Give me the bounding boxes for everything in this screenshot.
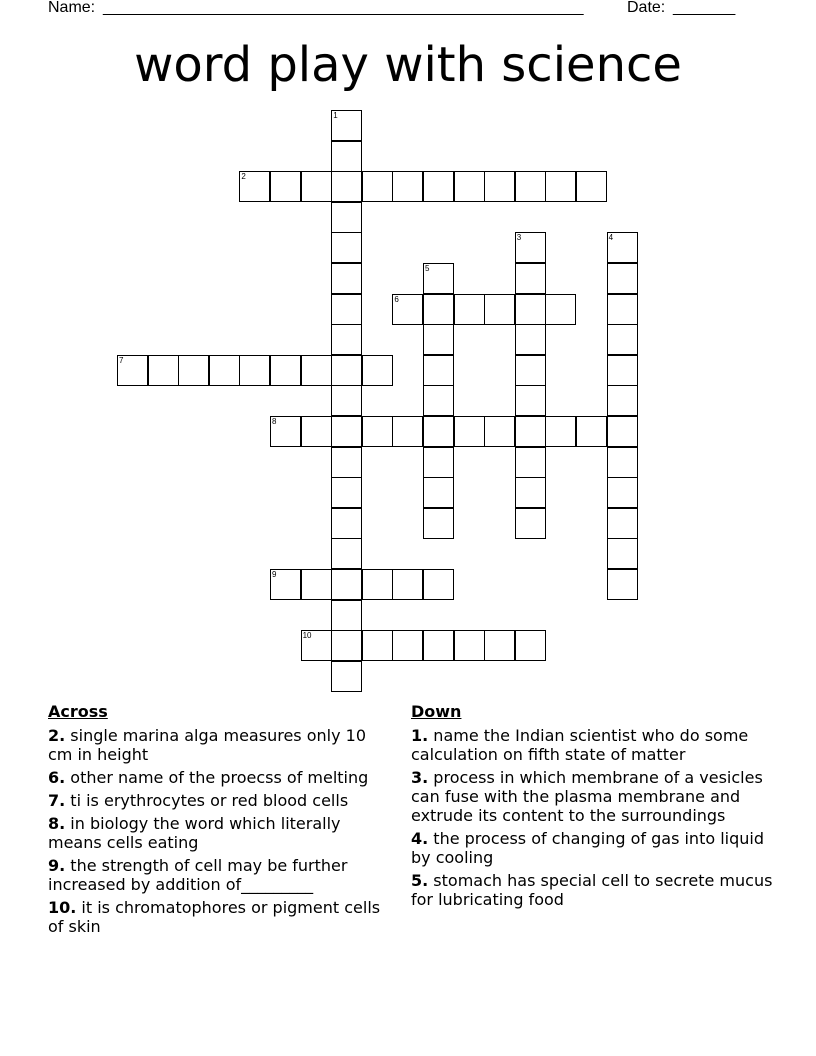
page-title: word play with science <box>134 37 682 93</box>
grid-cell[interactable] <box>607 477 638 508</box>
clue-text: other name of the proecss of melting <box>65 768 369 787</box>
grid-cell[interactable] <box>423 416 454 447</box>
grid-cell[interactable] <box>270 569 301 600</box>
clue-number: 4. <box>411 829 429 848</box>
grid-cell[interactable] <box>301 355 332 386</box>
grid-cell[interactable] <box>423 630 454 661</box>
grid-cell[interactable] <box>362 630 393 661</box>
grid-cell[interactable] <box>515 630 546 661</box>
grid-cell[interactable] <box>607 416 638 447</box>
clue-number: 5. <box>411 871 429 890</box>
grid-cell[interactable] <box>239 171 270 202</box>
grid-cell[interactable] <box>515 294 546 325</box>
grid-cell[interactable] <box>607 263 638 294</box>
clue-number: 2. <box>48 726 66 745</box>
grid-cell[interactable] <box>331 171 362 202</box>
down-clue <box>411 726 781 764</box>
clue-number: 10. <box>48 898 77 917</box>
across-heading: Across <box>48 702 108 721</box>
grid-cell[interactable] <box>362 171 393 202</box>
date-label: Date: <box>627 0 666 16</box>
grid-cell[interactable] <box>392 294 423 325</box>
grid-cell[interactable] <box>331 294 362 325</box>
grid-cell[interactable] <box>545 294 576 325</box>
clue-text: ti is erythrocytes or red blood cells <box>65 791 349 810</box>
grid-cell[interactable] <box>454 630 485 661</box>
grid-cell[interactable] <box>331 477 362 508</box>
cell-number: 1 <box>333 111 338 120</box>
grid-cell[interactable] <box>423 294 454 325</box>
grid-cell[interactable] <box>331 355 362 386</box>
grid-cell[interactable] <box>515 477 546 508</box>
grid-cell[interactable] <box>331 385 362 416</box>
cell-number: 2 <box>241 172 246 182</box>
grid-cell[interactable] <box>515 508 546 539</box>
grid-cell[interactable] <box>423 508 454 539</box>
grid-cell[interactable] <box>607 385 638 416</box>
grid-cell[interactable] <box>423 263 454 294</box>
grid-cell[interactable] <box>301 171 332 202</box>
grid-cell[interactable] <box>331 232 362 263</box>
clue-number: 6. <box>48 768 66 787</box>
clue-text: it is chromatophores or pigment cells of skin <box>48 898 381 936</box>
across-clues <box>48 702 388 940</box>
grid-cell[interactable] <box>331 508 362 539</box>
grid-cell[interactable] <box>454 171 485 202</box>
grid-cell[interactable] <box>423 447 454 478</box>
grid-cell[interactable] <box>515 324 546 355</box>
name-field[interactable]: ______________________________________________________ <box>103 0 584 16</box>
grid-cell[interactable] <box>515 447 546 478</box>
clue-text: process in which membrane of a vesicles can fuse with the plasma membrane and extrude its content to the surroundings <box>411 768 763 825</box>
cell-number: 10 <box>302 631 312 641</box>
grid-cell[interactable] <box>607 324 638 355</box>
grid-cell[interactable] <box>331 141 362 172</box>
grid-cell[interactable] <box>331 263 362 294</box>
grid-cell[interactable] <box>607 294 638 325</box>
down-clue <box>411 768 781 825</box>
grid-cell[interactable] <box>331 661 362 692</box>
clue-text: single marina alga measures only 10 cm in height <box>48 726 366 764</box>
grid-cell[interactable] <box>607 538 638 569</box>
cell-number: 7 <box>119 355 124 365</box>
grid-cell[interactable] <box>331 569 362 600</box>
clue-number: 8. <box>48 814 66 833</box>
grid-cell[interactable] <box>178 355 209 386</box>
grid-cell[interactable] <box>454 294 485 325</box>
grid-cell[interactable] <box>515 171 546 202</box>
grid-cell[interactable] <box>607 508 638 539</box>
down-clues <box>411 702 781 913</box>
date-field[interactable]: _______ <box>673 0 736 16</box>
grid-cell[interactable] <box>423 355 454 386</box>
down-clue <box>411 829 781 867</box>
grid-cell[interactable] <box>392 569 423 600</box>
across-clue <box>48 814 388 852</box>
grid-cell[interactable] <box>515 355 546 386</box>
grid-cell[interactable] <box>117 355 148 386</box>
grid-cell[interactable] <box>423 569 454 600</box>
grid-cell[interactable] <box>148 355 179 386</box>
grid-cell[interactable] <box>331 202 362 233</box>
grid-cell[interactable] <box>270 416 301 447</box>
grid-cell[interactable] <box>423 171 454 202</box>
clue-text: the process of changing of gas into liquid by cooling <box>411 829 765 867</box>
grid-cell[interactable] <box>362 569 393 600</box>
grid-cell[interactable] <box>392 630 423 661</box>
grid-cell[interactable] <box>392 416 423 447</box>
clue-text: stomach has special cell to secrete mucus for lubricating food <box>411 871 773 909</box>
across-clue <box>48 856 388 894</box>
grid-cell[interactable] <box>423 385 454 416</box>
grid-cell[interactable] <box>607 447 638 478</box>
across-clue <box>48 726 388 764</box>
grid-cell[interactable] <box>331 416 362 447</box>
grid-cell[interactable] <box>331 110 362 141</box>
clue-number: 7. <box>48 791 66 810</box>
grid-cell[interactable] <box>515 263 546 294</box>
grid-cell[interactable] <box>576 416 607 447</box>
grid-cell[interactable] <box>545 171 576 202</box>
clue-number: 3. <box>411 768 429 787</box>
grid-cell[interactable] <box>545 416 576 447</box>
clue-text: name the Indian scientist who do some calculation on fifth state of matter <box>411 726 749 764</box>
clue-text: in biology the word which literally means cells eating <box>48 814 341 852</box>
grid-cell[interactable] <box>607 355 638 386</box>
cell-number: 3 <box>516 233 522 243</box>
clue-number: 9. <box>48 856 66 875</box>
down-clue <box>411 871 781 909</box>
grid-cell[interactable] <box>270 355 301 386</box>
grid-cell[interactable] <box>331 324 362 355</box>
across-clue <box>48 898 388 936</box>
grid-cell[interactable] <box>423 477 454 508</box>
grid-cell[interactable] <box>484 294 515 325</box>
grid-cell[interactable] <box>331 630 362 661</box>
across-clue <box>48 791 388 810</box>
grid-cell[interactable] <box>270 171 301 202</box>
cell-number: 6 <box>394 294 399 304</box>
grid-cell[interactable] <box>484 416 515 447</box>
cell-number: 8 <box>272 417 277 426</box>
down-heading: Down <box>411 702 462 721</box>
cell-number: 5 <box>425 264 430 273</box>
grid-cell[interactable] <box>607 569 638 600</box>
grid-cell[interactable] <box>301 630 332 661</box>
clue-text: the strength of cell may be further increased by addition of_________ <box>48 856 348 894</box>
grid-cell[interactable] <box>209 355 240 386</box>
across-clue <box>48 768 388 787</box>
grid-cell[interactable] <box>331 538 362 569</box>
grid-cell[interactable] <box>607 232 638 263</box>
grid-cell[interactable] <box>515 232 546 263</box>
grid-cell[interactable] <box>423 324 454 355</box>
grid-cell[interactable] <box>392 171 423 202</box>
grid-cell[interactable] <box>576 171 607 202</box>
grid-cell[interactable] <box>484 171 515 202</box>
cell-number: 9 <box>272 570 277 579</box>
name-label: Name: <box>48 0 96 16</box>
grid-cell[interactable] <box>454 416 485 447</box>
grid-cell[interactable] <box>362 355 393 386</box>
grid-cell[interactable] <box>515 385 546 416</box>
clue-number: 1. <box>411 726 429 745</box>
grid-cell[interactable] <box>362 416 393 447</box>
cell-number: 4 <box>608 233 614 243</box>
grid-cell[interactable] <box>331 600 362 631</box>
grid-cell[interactable] <box>484 630 515 661</box>
grid-cell[interactable] <box>239 355 270 386</box>
grid-cell[interactable] <box>515 416 546 447</box>
grid-cell[interactable] <box>301 416 332 447</box>
grid-cell[interactable] <box>331 447 362 478</box>
grid-cell[interactable] <box>301 569 332 600</box>
